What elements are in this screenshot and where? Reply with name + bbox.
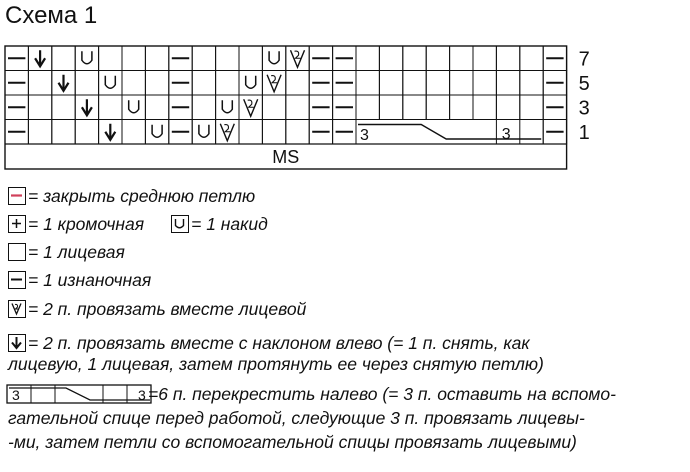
k2tog-two [224,125,230,132]
chart-cell [356,71,379,96]
chart-cell [216,71,239,96]
legend-purl-text: = 1 изнаночная [28,269,152,290]
chart-cell [145,120,168,145]
chart-cell [239,120,262,145]
chart-cell [28,71,51,96]
chart-cell [403,95,426,120]
purl-icon [8,271,26,289]
chart-cell [379,95,402,120]
chart-cell [473,71,496,96]
legend-cable-text-line2: гательной спице перед работой, следующие 3 п. провязать лицевы- [8,408,585,428]
chart-cell [99,95,122,120]
chart-cell [28,120,51,145]
chart-cell [122,120,145,145]
chart-cell [379,46,402,71]
chart-cell [426,46,449,71]
legend-cable-text: =6 п. перекрестить налево (= 3 п. оставить на вспомо- [148,384,616,404]
cable-cell-frame [356,120,543,145]
ssk-arrow-icon [8,334,26,352]
legend-knit [8,241,125,263]
chart-cell [216,46,239,71]
chart-cell [356,46,379,71]
k2tog-icon [8,300,26,318]
k2tog-symbol [267,75,281,92]
legend-cable-text-line3: -ми, затем петли со вспомогательной спицы провязать лицевыми) [8,432,577,452]
chart-cell [192,71,215,96]
legend-ssk-text-line2: лицевую, 1 лицевая, затем протянуть ее через снятую петлю) [8,354,544,374]
legend-k2tog [8,298,306,320]
chart-cell [262,120,285,145]
chart-cell [122,95,145,120]
chart-cell [403,71,426,96]
yarn-over-symbol [269,51,279,64]
row-number: 3 [578,97,590,120]
legend-bind-off [8,185,255,207]
chart-cell [450,46,473,71]
knit-icon [8,243,26,261]
yarn-over-symbol [152,125,162,138]
cable-number-left: 3 [360,127,369,144]
legend-yarn-over-text: = 1 накид [191,213,268,234]
chart-cell [52,95,75,120]
chart-cell [450,95,473,120]
chart-cell [145,95,168,120]
yarn-over-symbol [199,125,209,138]
row-number: 5 [578,73,590,95]
chart-cell [239,46,262,71]
cable-legend-number-left: 3 [12,387,20,403]
chart-cell [262,46,285,71]
cable-number-right: 3 [501,126,511,143]
k2tog-two [271,76,277,83]
legend-bind-off-text: = закрыть среднюю петлю [28,185,256,206]
yarn-over-symbol [129,100,139,113]
chart-cell [286,95,309,120]
chart-cell [520,46,543,71]
cable-legend-number-right: 3 [138,387,146,403]
yarn-over-symbol [246,76,256,89]
chart-cell [356,95,379,120]
knitting-chart [0,0,690,175]
chart-cell [286,120,309,145]
chart-cell [192,46,215,71]
chart-cell [216,95,239,120]
legend-knit-text: = 1 лицевая [28,241,125,262]
chart-cell [75,120,98,145]
legend-edge-and-yarnover [8,213,268,235]
page-title: Схема 1 [5,2,98,29]
ssk-arrow-symbol [59,75,69,91]
chart-cell [122,71,145,96]
chart-cell [473,95,496,120]
chart-cell [520,95,543,120]
chart-cell [239,71,262,96]
ssk-arrow-symbol [35,50,45,66]
chart-cell [379,71,402,96]
chart-cell [450,71,473,96]
chart-cell [192,95,215,120]
chart-cell [28,95,51,120]
bind-off-icon [8,187,26,205]
k2tog-symbol [291,50,305,67]
chart-cell [192,120,215,145]
edge-plus-icon [8,215,26,233]
chart-cell [75,71,98,96]
k2tog-two [248,100,254,107]
ssk-arrow-symbol [105,124,115,140]
chart-cell [145,46,168,71]
chart-cell [75,46,98,71]
chart-cell [52,46,75,71]
yarn-over-symbol [82,51,92,64]
chart-cell [145,71,168,96]
chart-cell [99,71,122,96]
chart-cell [99,46,122,71]
chart-cell [473,46,496,71]
legend-k2tog-text: = 2 п. провязать вместе лицевой [28,298,307,319]
chart-cell [496,95,519,120]
yarn-over-symbol [105,76,115,89]
chart-cell [122,46,145,71]
cable-legend-icon [6,383,156,405]
cable-cross-line [358,125,541,140]
cable-symbol [356,120,543,145]
legend-ssk-text: = 2 п. провязать вместе с наклоном влево (= 1 п. снять, как [28,332,530,353]
yarn-over-symbol [222,100,232,113]
ms-label: MS [272,147,300,167]
row-number: 1 [578,122,590,144]
row-number: 7 [578,48,590,71]
chart-cell [262,95,285,120]
chart-cell [496,46,519,71]
chart-cell [520,71,543,96]
k2tog-two [295,51,301,58]
chart-cell [52,120,75,145]
legend-ssk [8,332,530,354]
k2tog-symbol [220,124,234,141]
legend-purl [8,269,151,291]
legend-edge-text: = 1 кромочная [28,213,145,234]
chart-cell [426,71,449,96]
chart-cell [496,71,519,96]
chart-cell [426,95,449,120]
yarn-over-icon [171,215,189,233]
k2tog-symbol [244,99,258,116]
chart-cell [403,46,426,71]
ssk-arrow-symbol [82,99,92,115]
chart-cell [286,71,309,96]
